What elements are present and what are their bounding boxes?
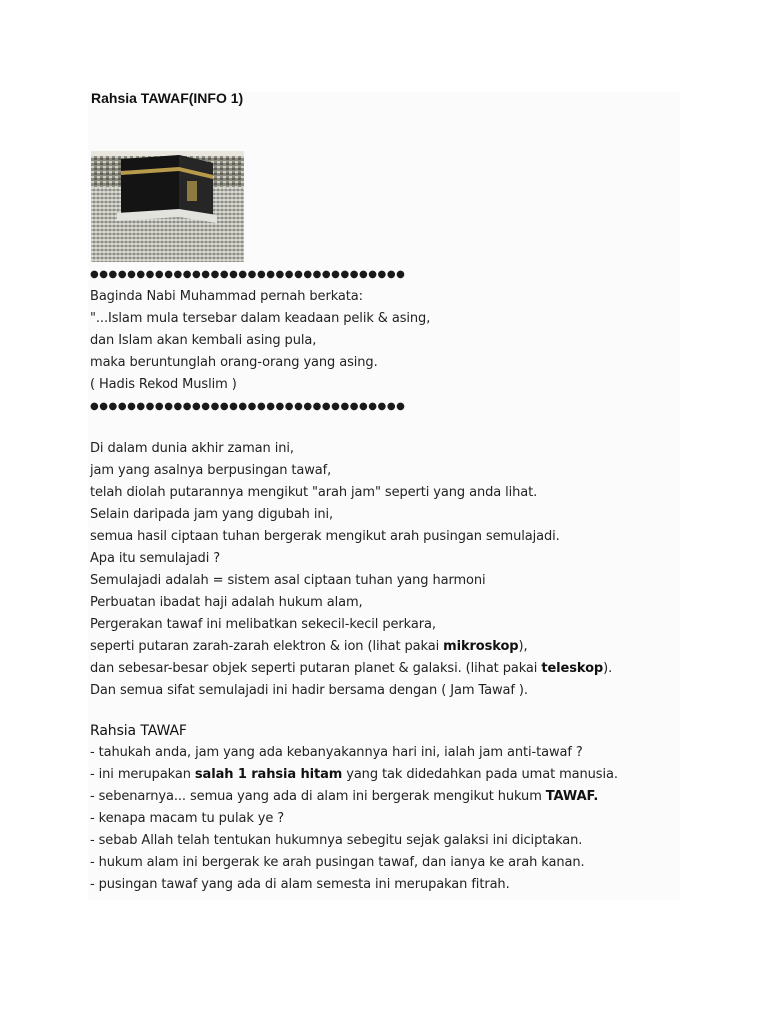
intro-line-1: Di dalam dunia akhir zaman ini,: [90, 441, 294, 456]
intro-line-10-end: ),: [518, 639, 528, 654]
bullet-5: - sebab Allah telah tentukan hukumnya sebegitu sejak galaksi ini diciptakan.: [90, 833, 583, 848]
intro-line-11-end: ).: [603, 661, 613, 676]
bullet-2: [90, 764, 680, 786]
intro-line-2: jam yang asalnya berpusingan tawaf,: [90, 463, 332, 478]
quote-line-2: "...Islam mula tersebar dalam keadaan pelik & asing,: [90, 311, 431, 326]
bullet-4: - kenapa macam tu pulak ye ?: [90, 811, 285, 826]
document-title: Rahsia TAWAF(INFO 1): [91, 90, 244, 106]
intro-line-4: Selain daripada jam yang digubah ini,: [90, 507, 334, 522]
bullet-1: - tahukah anda, jam yang ada kebanyakannya hari ini, ialah jam anti-tawaf ?: [90, 745, 583, 760]
tawaf-emphasis: TAWAF.: [545, 789, 599, 804]
intro-line-12: Dan semua sifat semulajadi ini hadir bersama dengan ( Jam Tawaf ).: [90, 683, 528, 698]
rahsia-hitam-emphasis: salah 1 rahsia hitam: [194, 767, 343, 782]
intro-line-7: Semulajadi adalah = sistem asal ciptaan tuhan yang harmoni: [90, 573, 486, 588]
separator-top: ●●●●●●●●●●●●●●●●●●●●●●●●●●●●●●●●●●: [90, 269, 406, 280]
mikroskop-emphasis: mikroskop: [443, 639, 519, 654]
intro-line-9: Pergerakan tawaf ini melibatkan sekecil-kecil perkara,: [90, 617, 436, 632]
quote-line-4: maka beruntunglah orang-orang yang asing.: [90, 355, 378, 370]
intro-line-11-text: dan sebesar-besar objek seperti putaran planet & galaksi. (lihat pakai: [90, 661, 542, 676]
intro-line-10: [90, 636, 680, 658]
quote-line-3: dan Islam akan kembali asing pula,: [90, 333, 317, 348]
section-heading: Rahsia TAWAF: [90, 723, 187, 739]
intro-line-5: semua hasil ciptaan tuhan bergerak mengikut arah pusingan semulajadi.: [90, 529, 560, 544]
bullet-2-text: - ini merupakan: [90, 767, 195, 782]
rahsia-section: [90, 720, 680, 896]
quote-block: [90, 264, 680, 418]
separator-bottom: ●●●●●●●●●●●●●●●●●●●●●●●●●●●●●●●●●●: [90, 401, 406, 412]
quote-line-1: Baginda Nabi Muhammad pernah berkata:: [90, 289, 363, 304]
intro-line-11: [90, 658, 680, 680]
bullet-6: - hukum alam ini bergerak ke arah pusingan tawaf, dan ianya ke arah kanan.: [90, 855, 585, 870]
bullet-3-text: - sebenarnya... semua yang ada di alam ini bergerak mengikut hukum: [90, 789, 546, 804]
bullet-7: - pusingan tawaf yang ada di alam semesta ini merupakan fitrah.: [90, 877, 510, 892]
intro-line-3: telah diolah putarannya mengikut "arah jam" seperti yang anda lihat.: [90, 485, 538, 500]
intro-block: [90, 438, 680, 702]
quote-source: ( Hadis Rekod Muslim ): [90, 377, 237, 392]
intro-line-10-text: seperti putaran zarah-zarah elektron & ion (lihat pakai: [90, 639, 444, 654]
intro-line-8: Perbuatan ibadat haji adalah hukum alam,: [90, 595, 363, 610]
intro-line-6: Apa itu semulajadi ?: [90, 551, 221, 566]
kaaba-photo: [91, 151, 244, 262]
bullet-3: [90, 786, 680, 808]
teleskop-emphasis: teleskop: [541, 661, 604, 676]
kaaba-illustration: [91, 151, 244, 262]
bullet-2-end: yang tak didedahkan pada umat manusia.: [342, 767, 618, 782]
